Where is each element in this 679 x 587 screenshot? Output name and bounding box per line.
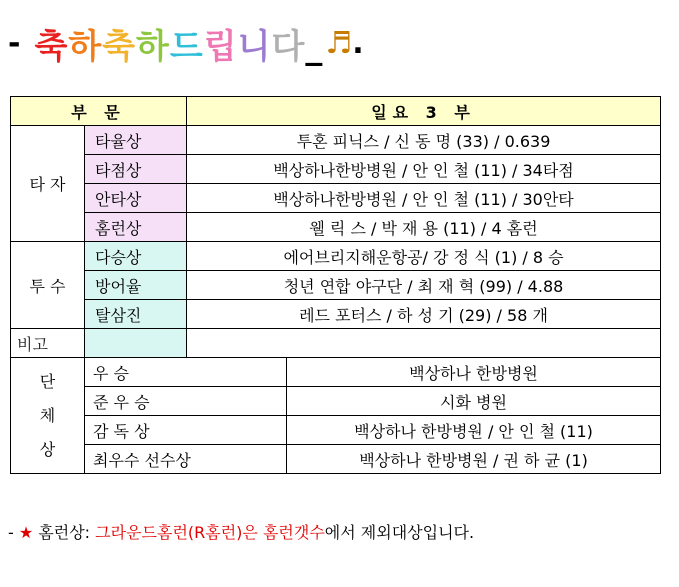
header-division: 일요 3 부 [187,97,661,126]
table-row [11,358,661,387]
table-row [11,300,661,329]
footnote [8,520,474,543]
table-row [11,184,661,213]
award-winner: 백상하나 한방병원 / 권 하 균 (1) [287,445,661,474]
remarks-color-cell [85,329,187,358]
pitching-group-label: 투 수 [11,242,85,329]
award-name: 타율상 [85,126,187,155]
footnote-lead: 홈런상: [38,523,91,542]
headline-dash: - [8,25,21,61]
award-name: 방어율 [85,271,187,300]
headline-char: 다 [271,26,306,67]
award-name: 최우수 선수상 [85,445,287,474]
remarks-row [11,329,661,358]
music-note-icon: ♬ [325,25,353,61]
award-winner: 투혼 피닉스 / 신 동 명 (33) / 0.639 [187,126,661,155]
table-row [11,242,661,271]
headline-char: _ [305,26,324,67]
batting-group-label: 타 자 [11,126,85,242]
table-header-row [11,97,661,126]
table-row [11,155,661,184]
star-icon: ★ [18,523,34,542]
award-winner: 에어브리지해운항공/ 강 정 식 (1) / 8 승 [187,242,661,271]
headline-char: 하 [136,26,170,67]
award-winner: 시화 병원 [287,387,661,416]
table-row [11,213,661,242]
award-name: 홈런상 [85,213,187,242]
award-winner: 청년 연합 야구단 / 최 재 혁 (99) / 4.88 [187,271,661,300]
footnote-rest: 에서 제외대상입니다. [324,523,475,542]
headline-char: 축 [102,26,137,67]
award-name: 타점상 [85,155,187,184]
headline-period: . [352,25,364,61]
award-name: 탈삼진 [85,300,187,329]
award-winner: 레드 포터스 / 하 성 기 (29) / 58 개 [187,300,661,329]
table-row [11,126,661,155]
award-name: 감 독 상 [85,416,287,445]
table-row [11,445,661,474]
award-winner: 백상하나 한방병원 / 안 인 철 (11) [287,416,661,445]
headline [8,18,364,68]
footnote-highlight: 그라운드홈런(R홈런)은 홈런갯수 [95,523,325,542]
headline-title [34,19,323,68]
award-winner: 백상하나한방병원 / 안 인 철 (11) / 34타점 [187,155,661,184]
award-winner: 백상하나 한방병원 [287,358,661,387]
award-winner: 백상하나한방병원 / 안 인 철 (11) / 30안타 [187,184,661,213]
footnote-dash: - [8,523,14,542]
headline-char: 드 [169,26,204,67]
award-name: 안타상 [85,184,187,213]
table-row [11,271,661,300]
award-name: 우 승 [85,358,287,387]
headline-char: 니 [237,26,272,67]
headline-char: 축 [34,26,69,67]
remarks-label: 비고 [11,329,85,358]
table-row [11,416,661,445]
award-name: 다승상 [85,242,187,271]
headline-char: 립 [203,26,238,67]
team-group-label: 단 체 상 [11,358,85,474]
award-winner: 웰 릭 스 / 박 재 용 (11) / 4 홈런 [187,213,661,242]
remarks-value [187,329,661,358]
award-name: 준 우 승 [85,387,287,416]
table-row [11,387,661,416]
headline-char: 하 [68,26,103,67]
award-table [10,96,661,474]
header-category: 부 문 [11,97,187,126]
